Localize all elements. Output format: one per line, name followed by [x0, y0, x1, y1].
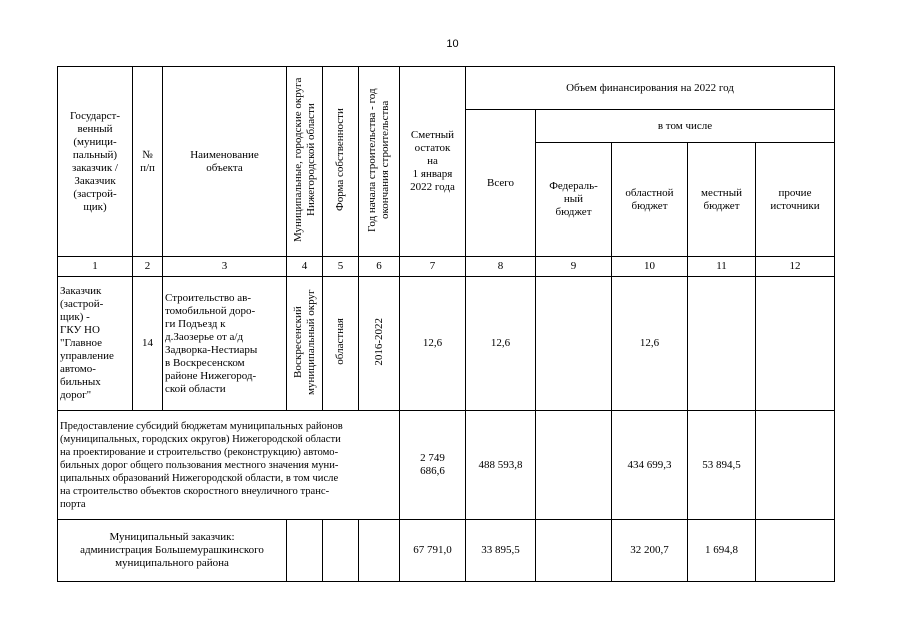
header-federal: Федераль- ный бюджет: [536, 143, 612, 257]
column-number: 6: [359, 257, 400, 277]
column-number: 12: [756, 257, 835, 277]
column-number: 2: [133, 257, 163, 277]
project-total: 12,6: [466, 277, 536, 411]
header-customer: Государст- венный (муници- пальный) заказчик / Заказчик (застрой- щик): [58, 67, 133, 257]
header-local: местный бюджет: [688, 143, 756, 257]
header-estimated-balance: Сметный остаток на 1 января 2022 года: [400, 67, 466, 257]
municipal-customer-local: 1 694,8: [688, 520, 756, 582]
column-number: 10: [612, 257, 688, 277]
project-customer: Заказчик (застрой- щик) - ГКУ НО "Главное управление автомо- бильных дорог": [58, 277, 133, 411]
municipal-customer-regional: 32 200,7: [612, 520, 688, 582]
header-regional: областной бюджет: [612, 143, 688, 257]
subsidy-other: [756, 411, 835, 520]
column-number: 7: [400, 257, 466, 277]
column-number: 3: [163, 257, 287, 277]
municipal-customer-empty-4: [287, 520, 323, 582]
project-other: [756, 277, 835, 411]
header-years: Год начала строительства - год окончания строительства: [359, 67, 400, 257]
municipal-customer-empty-6: [359, 520, 400, 582]
project-estimated-balance: 12,6: [400, 277, 466, 411]
column-number: 5: [323, 257, 359, 277]
municipal-customer-total: 33 895,5: [466, 520, 536, 582]
municipal-customer-row: [58, 520, 835, 582]
municipal-customer-federal: [536, 520, 612, 582]
header-total: Всего: [466, 110, 536, 257]
subsidy-description: Предоставление субсидий бюджетам муниципальных районов (муниципальных, городских округов) Нижегородской области на проектирование и строительство (реконструкцию) автомо- бильных дорог общего пользования местного значения муни- ципальных образований Нижегородской области, в том числе на строительство объектов скоростного внеуличного транс- порта: [58, 411, 400, 520]
subsidy-regional: 434 699,3: [612, 411, 688, 520]
header-other: прочие источники: [756, 143, 835, 257]
municipal-customer-name: Муниципальный заказчик: администрация Большемурашкинского муниципального района: [58, 520, 287, 582]
page-number: 10: [446, 38, 459, 50]
subsidy-federal: [536, 411, 612, 520]
project-regional: 12,6: [612, 277, 688, 411]
project-row: [58, 277, 835, 411]
column-number: 8: [466, 257, 536, 277]
column-number: 4: [287, 257, 323, 277]
subsidy-total: 488 593,8: [466, 411, 536, 520]
header-ownership: Форма собственности: [323, 67, 359, 257]
project-num: 14: [133, 277, 163, 411]
subsidy-row: [58, 411, 835, 520]
subsidy-estimated-balance: 2 749 686,6: [400, 411, 466, 520]
project-years: 2016-2022: [359, 277, 400, 411]
column-number: 9: [536, 257, 612, 277]
project-local: [688, 277, 756, 411]
municipal-customer-empty-5: [323, 520, 359, 582]
project-object-name: Строительство ав- томобильной доро- ги Подъезд к д.Заозерье от а/д Задворка-Нестиары в Воскресенском районе Нижегород- ской области: [163, 277, 287, 411]
column-number-row: [58, 257, 835, 277]
project-federal: [536, 277, 612, 411]
municipal-customer-estimated-balance: 67 791,0: [400, 520, 466, 582]
project-ownership: областная: [323, 277, 359, 411]
header-municipality: Муниципальные, городские округа Нижегородской области: [287, 67, 323, 257]
financing-table: [57, 66, 835, 582]
header-including: в том числе: [536, 110, 835, 143]
project-municipality: Воскресенский муниципальный округ: [287, 277, 323, 411]
column-number: 1: [58, 257, 133, 277]
municipal-customer-other: [756, 520, 835, 582]
header-num: № п/п: [133, 67, 163, 257]
header-funding-total: Объем финансирования на 2022 год: [466, 67, 835, 110]
header-object-name: Наименование объекта: [163, 67, 287, 257]
subsidy-local: 53 894,5: [688, 411, 756, 520]
header-row-1: [58, 67, 835, 110]
column-number: 11: [688, 257, 756, 277]
